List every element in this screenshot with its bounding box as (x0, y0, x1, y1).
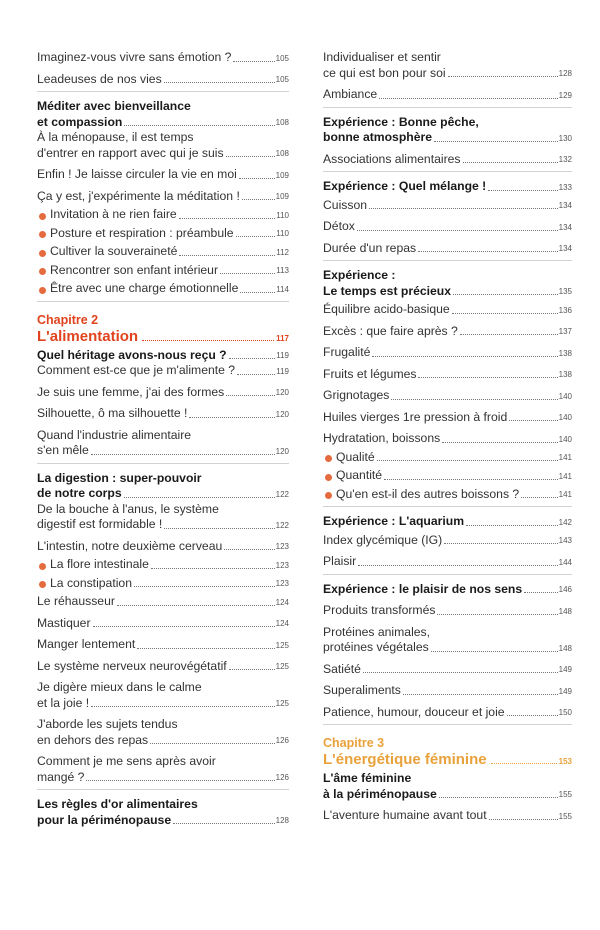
bullet-dot-icon (325, 492, 332, 499)
toc-entry[interactable]: Silhouette, ô ma silhouette ! 120 (37, 406, 289, 420)
bullet-dot-icon (39, 213, 46, 220)
toc-section (37, 797, 289, 832)
chapter-page: 117 (276, 333, 289, 343)
toc-section-heading[interactable]: Expérience : le plaisir de nos sens 146 (323, 581, 572, 596)
toc-section (37, 471, 289, 791)
toc-entry[interactable]: L'intestin, notre deuxième cerveau 123 (37, 538, 289, 553)
toc-entry[interactable]: Excès : que faire après ? 137 (323, 323, 572, 338)
toc-bullet-entry[interactable]: La flore intestinale 123 (37, 557, 289, 573)
toc-bullet-entry[interactable]: Posture et respiration : préambule 110 (37, 226, 289, 242)
toc-bullet-entry[interactable]: Cultiver la souveraineté 112 (37, 244, 289, 260)
toc-section (37, 50, 289, 92)
toc-section-heading[interactable]: et compassion 108 (37, 114, 289, 129)
toc-entry[interactable]: Enfin ! Je laisse circuler la vie en moi 109 (37, 167, 289, 181)
toc-entry[interactable]: Satiété 149 (323, 661, 572, 676)
toc-section-heading[interactable]: La digestion : super-pouvoir (37, 470, 202, 485)
toc-entry[interactable]: Associations alimentaires 132 (323, 151, 572, 166)
toc-bullet-entry[interactable]: Qu'en est-il des autres boissons ? 141 (323, 487, 572, 503)
toc-entry[interactable]: Durée d'un repas 134 (323, 240, 572, 255)
toc-entry[interactable]: J'aborde les sujets tendus (37, 717, 178, 731)
toc-entry[interactable]: Comment je me sens après avoir (37, 754, 216, 768)
toc-entry[interactable]: mangé ? 126 (37, 769, 289, 784)
toc-entry[interactable]: Protéines animales, (323, 624, 431, 639)
toc-entry[interactable]: Superaliments 149 (323, 683, 572, 697)
toc-entry[interactable]: Leadeuses de nos vies 105 (37, 71, 289, 86)
toc-entry[interactable]: Le réhausseur 124 (37, 594, 289, 608)
toc-entry[interactable]: Ça y est, j'expérimente la méditation ! 109 (37, 188, 289, 203)
toc-entry[interactable]: Individualiser et sentir (323, 50, 441, 64)
toc-entry[interactable]: Frugalité 138 (323, 345, 572, 359)
chapter-heading[interactable] (37, 312, 289, 346)
toc-entry[interactable]: en dehors des repas 126 (37, 732, 289, 747)
chapter-title: L'alimentation (37, 327, 139, 345)
toc-section (323, 115, 572, 173)
toc-entry[interactable]: Grignotages 140 (323, 388, 572, 402)
toc-section (37, 99, 289, 302)
toc-entry[interactable]: protéines végétales 148 (323, 640, 572, 654)
toc-section (323, 179, 572, 261)
toc-entry[interactable]: Huiles vierges 1re pression à froid 140 (323, 409, 572, 424)
toc-section-heading[interactable]: Expérience : (323, 268, 396, 282)
toc-section-heading[interactable]: bonne atmosphère 130 (323, 130, 572, 144)
toc-section (37, 348, 289, 464)
toc-section (323, 514, 572, 575)
bullet-dot-icon (325, 455, 332, 462)
toc-right-column (323, 50, 572, 835)
toc-section (323, 268, 572, 507)
toc-entry[interactable]: ce qui est bon pour soi 128 (323, 65, 572, 80)
toc-entry[interactable]: L'aventure humaine avant tout 155 (323, 808, 572, 822)
toc-entry[interactable]: Manger lentement 125 (37, 637, 289, 651)
toc-section-heading[interactable]: Le temps est précieux 135 (323, 283, 572, 298)
toc-entry[interactable]: Quand l'industrie alimentaire (37, 427, 192, 442)
toc-bullet-entry[interactable]: Rencontrer son enfant intérieur 113 (37, 263, 289, 279)
chapter-label: Chapitre 3 (323, 736, 385, 750)
toc-section (323, 582, 572, 726)
toc-bullet-entry[interactable]: Invitation à ne rien faire 110 (37, 207, 289, 223)
toc-section (323, 50, 572, 108)
toc-entry[interactable]: À la ménopause, il est temps (37, 130, 194, 144)
toc-entry[interactable]: De la bouche à l'anus, le système (37, 501, 219, 516)
toc-section (323, 771, 572, 828)
bullet-dot-icon (39, 563, 46, 570)
bullet-dot-icon (39, 231, 46, 238)
toc-bullet-entry[interactable]: Qualité 141 (323, 450, 572, 466)
toc-left-column (37, 50, 289, 839)
toc-section-heading[interactable]: Expérience : L'aquarium 142 (323, 514, 572, 528)
bullet-dot-icon (39, 268, 46, 275)
toc-entry[interactable]: Patience, humour, douceur et joie 150 (323, 704, 572, 719)
toc-section-heading[interactable]: Expérience : Bonne pêche, (323, 114, 479, 129)
bullet-dot-icon (325, 474, 332, 481)
toc-entry[interactable]: Le système nerveux neurovégétatif 125 (37, 658, 289, 673)
toc-section-heading[interactable]: Les règles d'or alimentaires (37, 797, 198, 811)
toc-entry[interactable]: s'en mêle 120 (37, 443, 289, 457)
toc-entry[interactable]: Imaginez-vous vivre sans émotion ? 105 (37, 50, 289, 64)
toc-entry[interactable]: Mastiquer 124 (37, 615, 289, 630)
toc-section-heading[interactable]: L'âme féminine (323, 771, 412, 785)
toc-entry[interactable]: digestif est formidable ! 122 (37, 517, 289, 531)
toc-section-heading[interactable]: de notre corps 122 (37, 486, 289, 500)
toc-entry[interactable]: et la joie ! 125 (37, 695, 289, 710)
bullet-dot-icon (39, 250, 46, 257)
toc-bullet-entry[interactable]: Quantité 141 (323, 468, 572, 484)
chapter-label: Chapitre 2 (37, 312, 99, 327)
toc-entry[interactable]: Équilibre acido-basique 136 (323, 302, 572, 316)
bullet-dot-icon (39, 581, 46, 588)
toc-section-heading[interactable]: Quel héritage avons-nous reçu ? 119 (37, 347, 289, 362)
toc-section-heading[interactable]: Expérience : Quel mélange ! 133 (323, 179, 572, 193)
bullet-dot-icon (39, 287, 46, 294)
toc-entry[interactable]: Plaisir 144 (323, 554, 572, 568)
toc-entry[interactable]: Hydratation, boissons 140 (323, 431, 572, 445)
toc-entry[interactable]: Ambiance 129 (323, 87, 572, 101)
toc-section-heading[interactable]: Méditer avec bienveillance (37, 99, 191, 113)
toc-entry[interactable]: Détox 134 (323, 219, 572, 233)
toc-entry[interactable]: Index glycémique (IG) 143 (323, 532, 572, 547)
toc-entry[interactable]: Je digère mieux dans le calme (37, 680, 202, 694)
toc-entry[interactable]: Je suis une femme, j'ai des formes 120 (37, 384, 289, 399)
chapter-heading[interactable] (323, 735, 572, 769)
toc-entry[interactable]: d'entrer en rapport avec qui je suis 108 (37, 145, 289, 160)
toc-entry[interactable]: Cuisson 134 (323, 197, 572, 212)
toc-entry[interactable]: Comment est-ce que je m'alimente ? 119 (37, 363, 289, 377)
toc-section-heading[interactable]: à la périménopause 155 (323, 786, 572, 801)
toc-section-heading[interactable]: pour la périménopause 128 (37, 812, 289, 827)
chapter-title: L'énergétique féminine (323, 751, 487, 768)
toc-bullet-entry[interactable]: La constipation 123 (37, 576, 289, 592)
toc-entry[interactable]: Produits transformés 148 (323, 603, 572, 617)
toc-bullet-entry[interactable]: Être avec une charge émotionnelle 114 (37, 281, 289, 297)
toc-entry[interactable]: Fruits et légumes 138 (323, 366, 572, 381)
chapter-page: 153 (558, 757, 572, 766)
